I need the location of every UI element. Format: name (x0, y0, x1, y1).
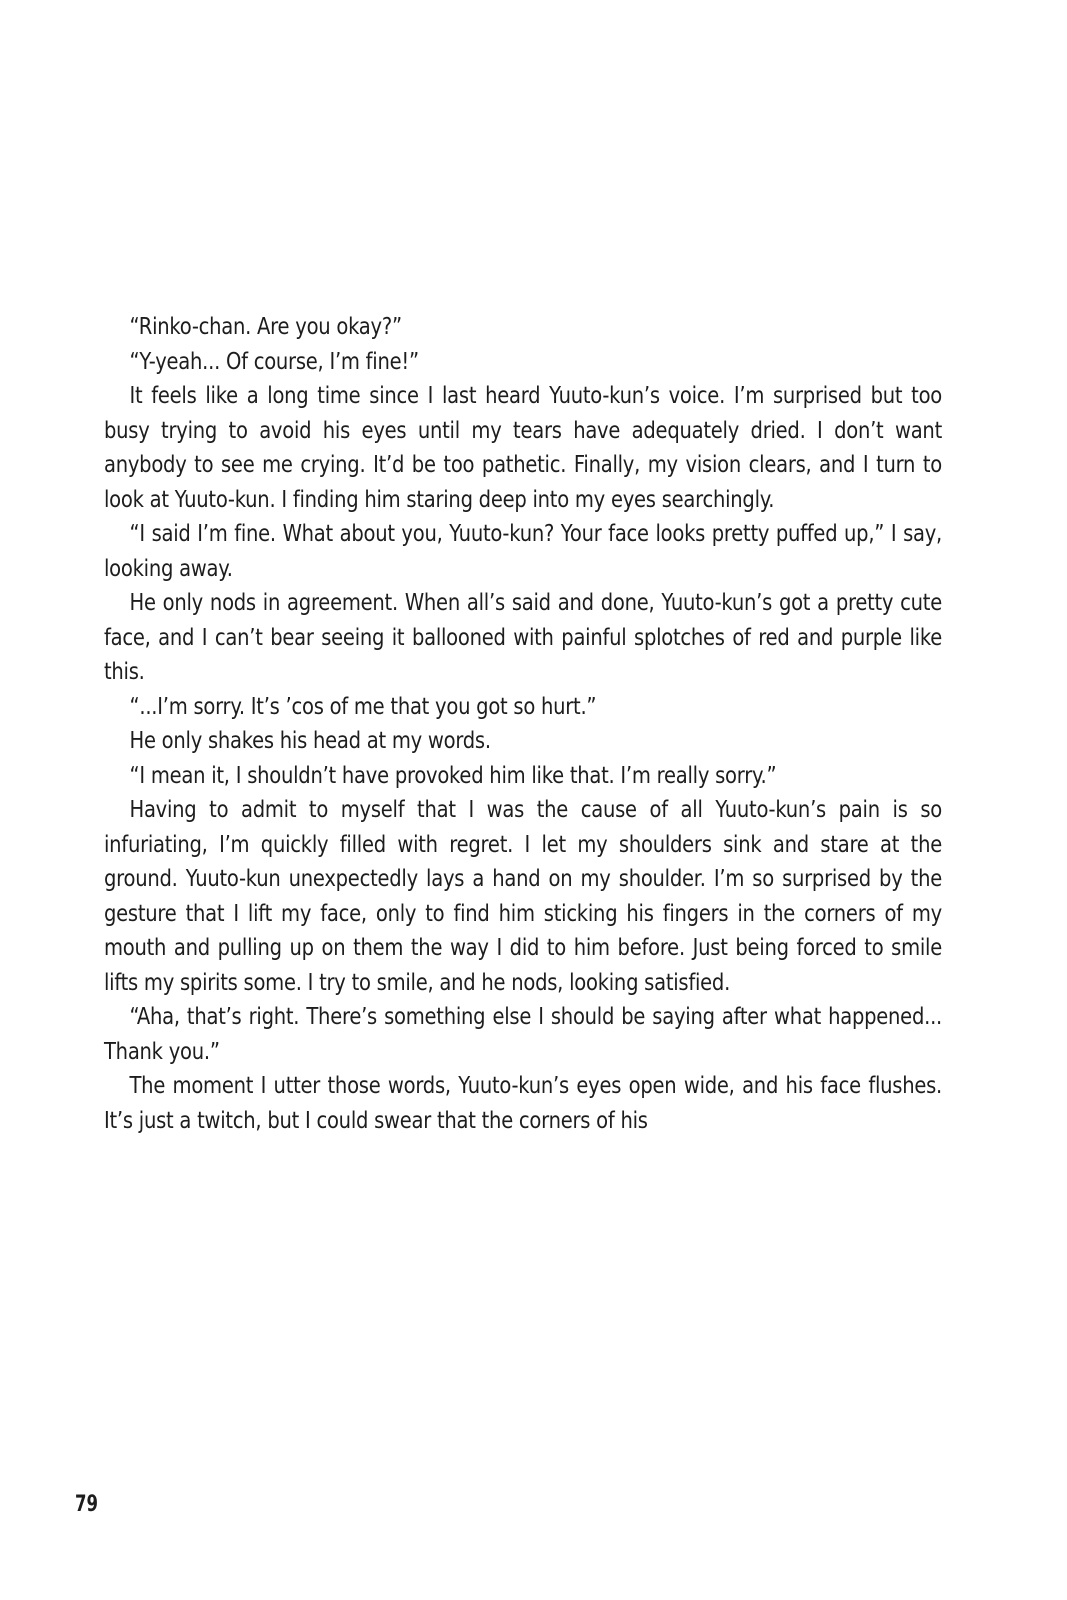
paragraph-4: “I said I’m fine. What about you, Yuuto-kun? Your face looks pretty puffed up,” I say, looking away. (104, 521, 942, 582)
paragraph-8: “I mean it, I shouldn’t have provoked him like that. I’m really sorry.” (129, 762, 777, 789)
paragraph-2: “Y-yeah... Of course, I’m fine!” (129, 348, 419, 375)
paragraph-10: “Aha, that’s right. There’s something else I should be saying after what happened... Thank you.” (104, 1004, 942, 1065)
paragraph-5: He only nods in agreement. When all’s said and done, Yuuto-kun’s got a pretty cute face, and I can’t bear seeing it ballooned with painful splotches of red and purple like this. (104, 590, 942, 685)
paragraph-11: The moment I utter those words, Yuuto-kun’s eyes open wide, and his face flushes. It’s just a twitch, but I could swear that the corners of his (104, 1073, 942, 1134)
paragraph-1: “Rinko-chan. Are you okay?” (129, 314, 402, 340)
paragraph-6: “...I’m sorry. It’s ’cos of me that you got so hurt.” (129, 693, 597, 720)
paragraph-9: Having to admit to myself that I was the cause of all Yuuto-kun’s pain is so infuriating, I’m quickly filled with regret. I let my shoulders sink and stare at the ground. Yuuto-kun unexpectedly lays a hand on my shoulder. I’m so surprised by the gesture that I lift my face, only to find him sticking his fingers in the corners of my mouth and pulling up on them the way I did to him before. Just being forced to smile lifts my spirits some. I try to smile, and he nods, looking satisfied. (104, 797, 942, 996)
page-number: 79 (75, 1492, 98, 1517)
paragraph-3: It feels like a long time since I last heard Yuuto-kun’s voice. I’m surprised but too busy trying to avoid his eyes until my tears have adequately dried. I don’t want anybody to see me crying. It’d be too pathetic. Finally, my vision clears, and I turn to look at Yuuto-kun. I finding him staring deep into my eyes searchingly. (104, 383, 942, 513)
body-text (104, 310, 942, 1138)
paragraph-7: He only shakes his head at my words. (129, 728, 491, 754)
